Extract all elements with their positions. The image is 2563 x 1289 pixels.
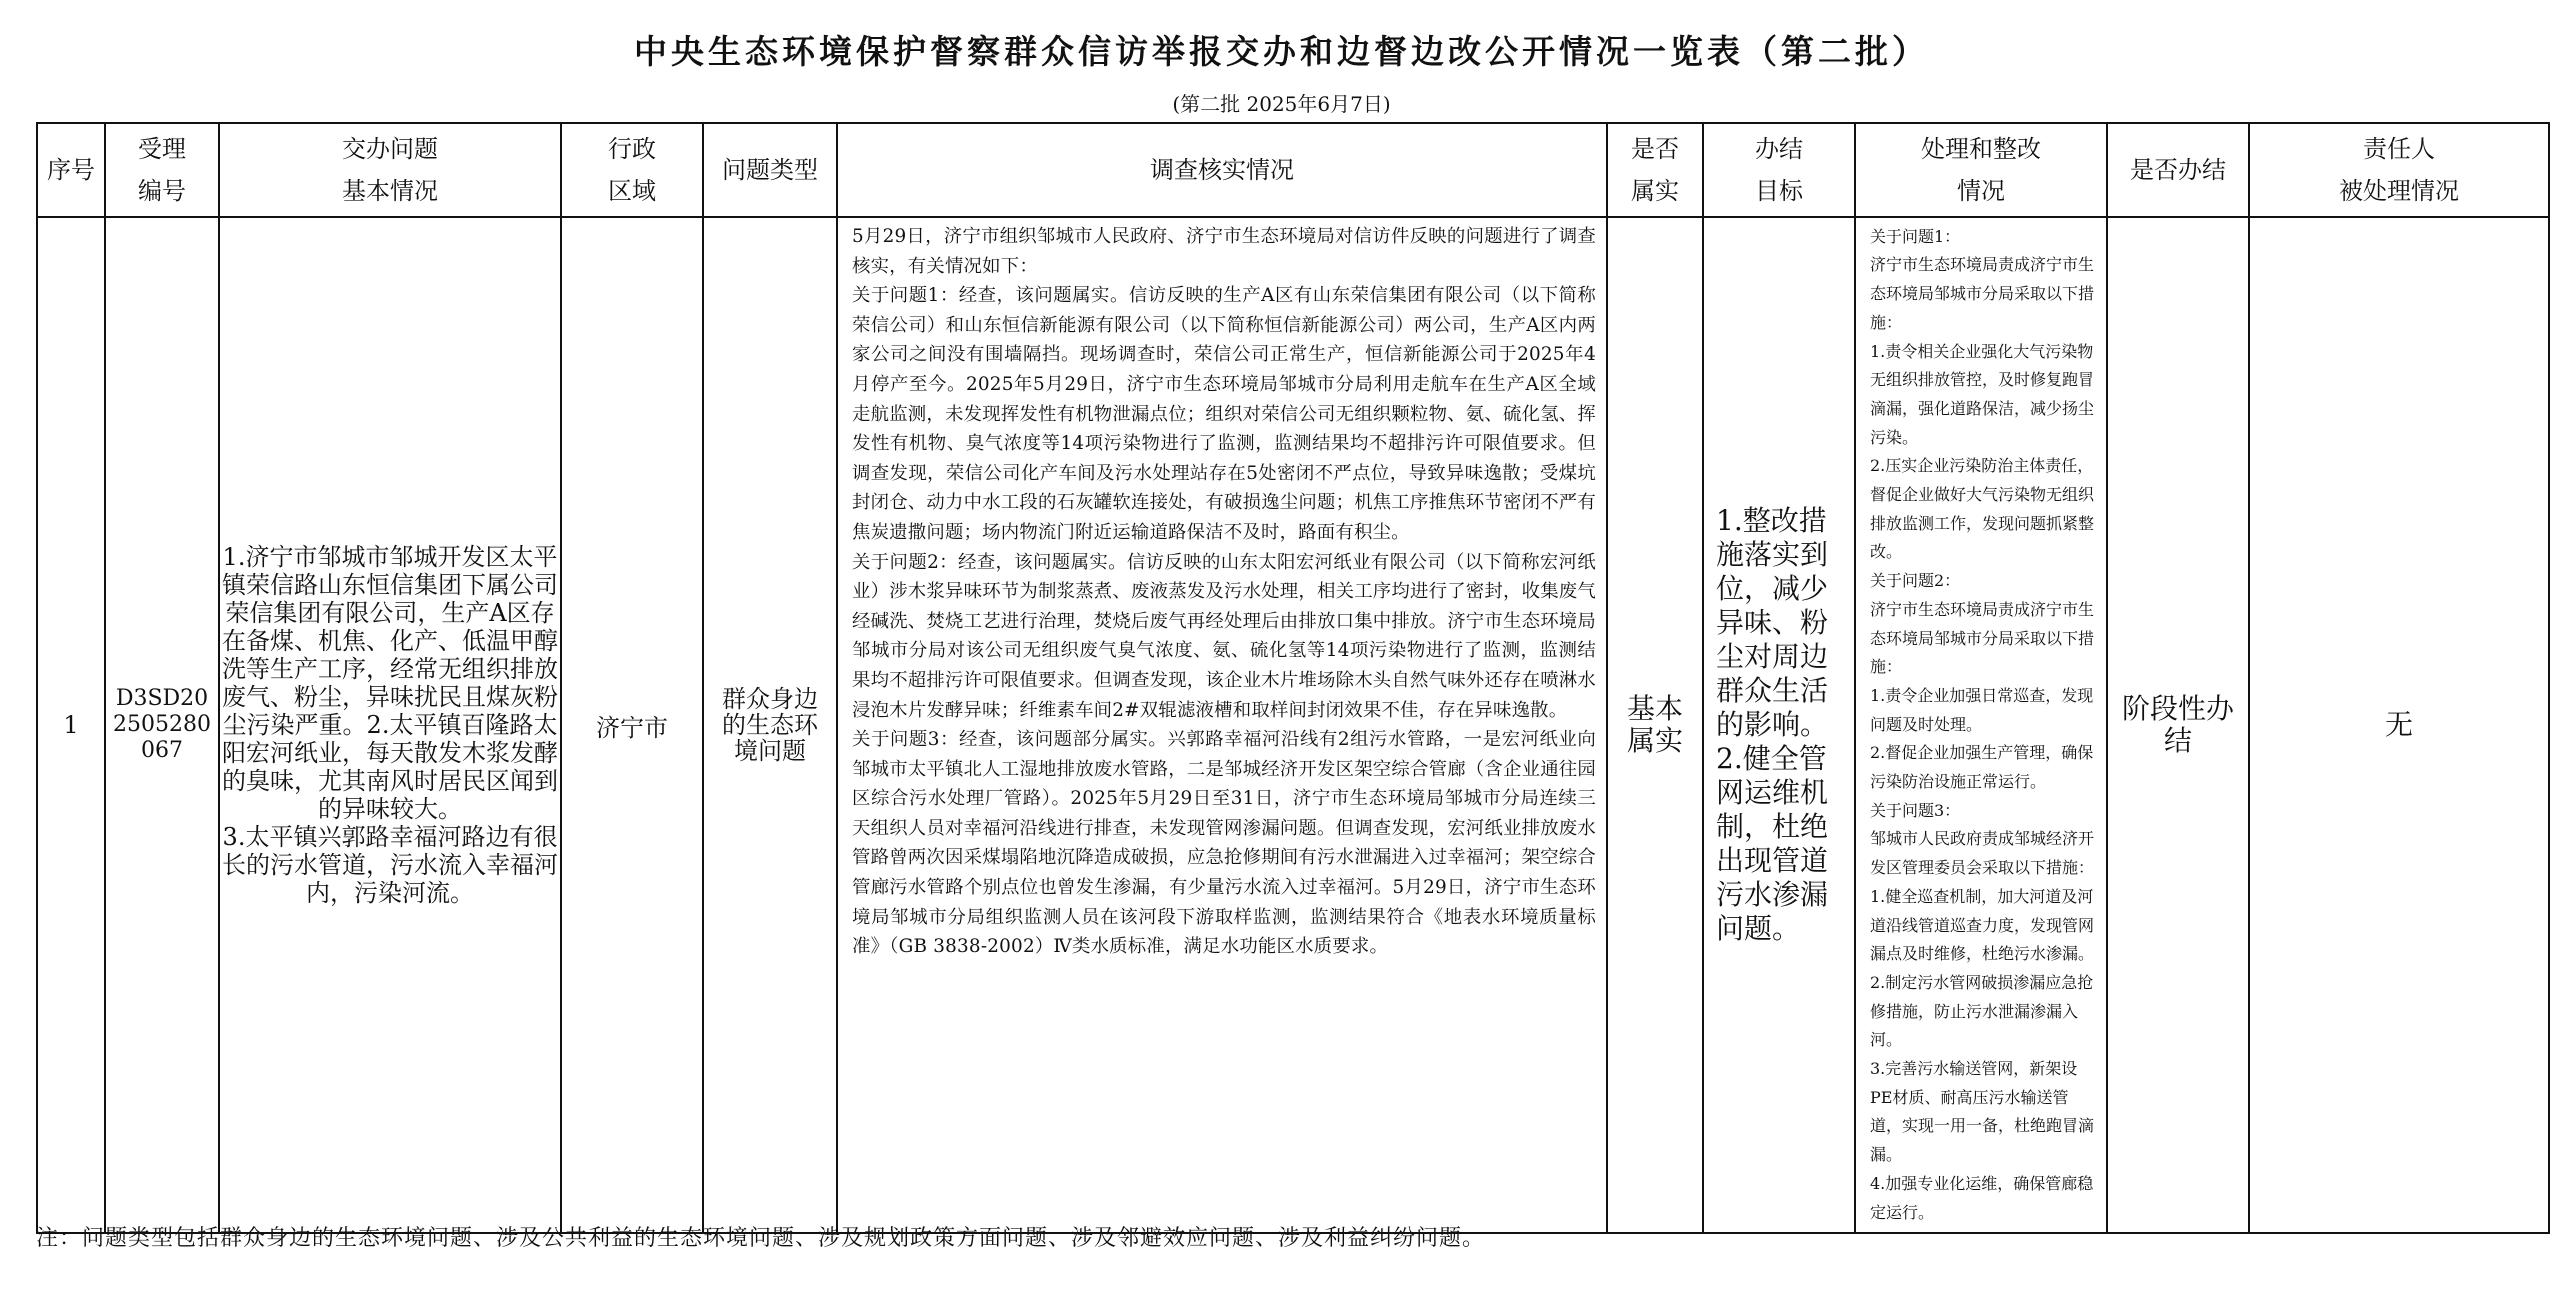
cell-accountability: 无 [2249,217,2549,1233]
table-row [37,217,2549,1233]
investigation-paragraph: 关于问题1：经查，该问题属实。信访反映的生产A区有山东荣信集团有限公司（以下简称荣信公司）和山东恒信新能源有限公司（以下简称恒信新能源公司）两公司，生产A区内两家公司之间没有围墙隔挡。现场调查时，荣信公司正常生产，恒信新能源公司于2025年4月停产至今。2025年5月29日，济宁市生态环境局邹城市分局利用走航车在生产A区全域走航监测，未发现挥发性有机物泄漏点位；组织对荣信公司无组织颗粒物、氨、硫化氢、挥发性有机物、臭气浓度等14项污染物进行了监测，监测结果均不超排污许可限值要求。但调查发现，荣信公司化产车间及污水处理站存在5处密闭不严点位，导致异味逸散；受煤坑封闭仓、动力中水工段的石灰罐软连接处，有破损逸尘问题；机焦工序推焦环节密闭不严有焦炭遗撒问题；场内物流门附近运输道路保洁不及时，路面有积尘。 [852,285,1596,543]
investigation-paragraph: 关于问题3：经查，该问题部分属实。兴郭路幸福河沿线有2组污水管路，一是宏河纸业向邹城市太平镇北人工湿地排放废水管路，二是邹城经济开发区架空综合管廊（含企业通往园区综合污水处理厂管路）。2025年5月29日至31日，济宁市生态环境局邹城市分局连续三天组织人员对幸福河沿线进行排查，未发现管网渗漏问题。但调查发现，宏河纸业排放废水管路曾两次因采煤塌陷地沉降造成破损，应急抢修期间有污水泄漏进入过幸福河；架空综合管廊污水管路个别点位也曾发生渗漏，有少量污水流入过幸福河。5月29日，济宁市生态环境局邹城市分局组织监测人员在该河段下游取样监测，监测结果符合《地表水环境质量标准》（GB 3838-2002）Ⅳ类水质标准，满足水功能区水质要求。 [852,729,1596,958]
measure-item: 1.健全巡查机制，加大河道及河道沿线管道巡查力度，发现管网漏点及时维修，杜绝污水渗漏。 [1870,886,2095,964]
measure-item: 关于问题1： [1870,226,1961,246]
header-seq: 序号 [37,123,105,217]
header-region: 行政 区域 [561,123,703,217]
document-title: 中央生态环境保护督察群众信访举报交办和边督边改公开情况一览表（第二批） [634,32,1929,71]
cell-region: 济宁市 [561,217,703,1233]
cell-accept-no: D3SD202505280067 [105,217,219,1233]
cell-problem-type: 群众身边的生态环境问题 [703,217,837,1233]
measure-item: 关于问题3： [1870,800,1961,820]
cell-seq: 1 [37,217,105,1233]
measure-item: 邹城市人民政府责成邹城经济开发区管理委员会采取以下措施： [1870,829,2095,878]
measure-item: 2.督促企业加强生产管理，确保污染防治设施正常运行。 [1870,743,2094,792]
header-issue: 交办问题 基本情况 [219,123,561,217]
table-header-row [37,123,2549,217]
cell-goal [1703,217,1855,1233]
measure-item: 4.加强专业化运维，确保管廊稳定运行。 [1870,1173,2094,1222]
measure-item: 3.完善污水输送管网，新架设PE材质、耐高压污水输送管道，实现一用一备，杜绝跑冒滴漏。 [1870,1059,2095,1165]
measure-item: 2.压实企业污染防治主体责任，督促企业做好大气污染物无组织排放监测工作，发现问题抓紧整改。 [1870,456,2095,562]
header-factual: 是否 属实 [1607,123,1703,217]
measure-item: 济宁市生态环境局责成济宁市生态环境局邹城市分局采取以下措施： [1870,599,2095,677]
measure-item: 1.责令企业加强日常巡查，发现问题及时处理。 [1870,685,2094,734]
header-measures: 处理和整改 情况 [1855,123,2107,217]
header-type: 问题类型 [703,123,837,217]
cell-completed: 阶段性办结 [2107,217,2249,1233]
footnote: 注：问题类型包括群众身边的生态环境问题、涉及公共利益的生态环境问题、涉及规划政策方面问题、涉及邻避效应问题、涉及利益纠纷问题。 [36,1226,1486,1251]
cell-measures [1855,217,2107,1233]
disclosure-table [36,122,2550,1234]
goal-item: 2.健全管网运维机制，杜绝出现管道污水渗漏问题。 [1716,742,1829,945]
document-subtitle: (第二批 2025年6月7日) [1172,92,1391,116]
measure-item: 济宁市生态环境局责成济宁市生态环境局邹城市分局采取以下措施： [1870,255,2095,332]
cell-factual: 基本属实 [1607,217,1703,1233]
cell-issue-basic [219,217,561,1233]
header-goal: 办结 目标 [1703,123,1855,217]
header-completed: 是否办结 [2107,123,2249,217]
measure-item: 1.责令相关企业强化大气污染物无组织排放管控，及时修复跑冒滴漏，强化道路保洁，减少扬尘污染。 [1870,341,2095,447]
cell-investigation [837,217,1607,1233]
measure-item: 关于问题2： [1870,571,1961,591]
investigation-paragraph: 5月29日，济宁市组织邹城市人民政府、济宁市生态环境局对信访件反映的问题进行了调查核实，有关情况如下： [852,226,1596,277]
investigation-paragraph: 关于问题2：经查，该问题属实。信访反映的山东太阳宏河纸业有限公司（以下简称宏河纸业）涉木浆异味环节为制浆蒸煮、废液蒸发及污水处理，相关工序均进行了密封，收集废气经碱洗、焚烧工艺进行治理，焚烧后废气再经处理后由排放口集中排放。济宁市生态环境局邹城市分局对该公司无组织废气臭气浓度、氨、硫化氢等14项污染物进行了监测，监测结果均不超排污许可限值要求。但调查发现，该企业木片堆场除木头自然气味外还存在喷淋水浸泡木片发酵异味；纤维素车间2#双辊滤液槽和取样间封闭效果不佳，存在异味逸散。 [852,551,1596,721]
goal-item: 1.整改措施落实到位，减少异味、粉尘对周边群众生活的影响。 [1716,504,1829,741]
header-accountability: 责任人 被处理情况 [2249,123,2549,217]
header-accept-no: 受理 编号 [105,123,219,217]
measure-item: 2.制定污水管网破损渗漏应急抢修措施，防止污水泄漏渗漏入河。 [1870,972,2094,1050]
issue-paragraph: 3.太平镇兴郭路幸福河路边有很长的污水管道，污水流入幸福河内，污染河流。 [222,823,558,907]
issue-paragraph: 1.济宁市邹城市邹城开发区太平镇荣信路山东恒信集团下属公司荣信集团有限公司，生产A区存在备煤、机焦、化产、低温甲醇洗等生产工序，经常无组织排放废气、粉尘，异味扰民且煤灰粉尘污染严重。2.太平镇百隆路太阳宏河纸业，每天散发木浆发酵的臭味，尤其南风时居民区闻到的异味较大。 [222,543,558,823]
header-investigation: 调查核实情况 [837,123,1607,217]
